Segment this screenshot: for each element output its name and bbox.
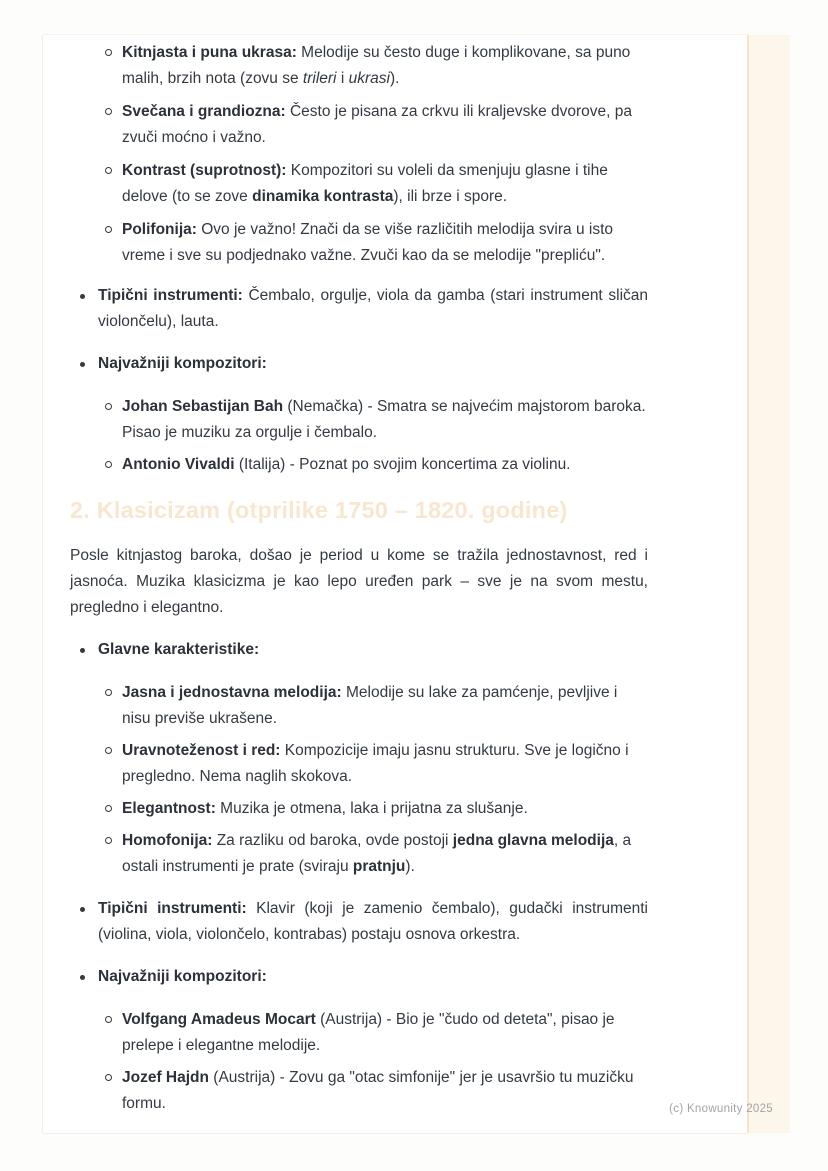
bold-text: Tipični instrumenti:: [98, 900, 247, 917]
bold-text: Homofonija:: [122, 832, 213, 849]
list-item-text: [122, 832, 631, 875]
list-item-text: [122, 221, 613, 264]
text-run: ).: [389, 70, 400, 87]
list-item-text: [98, 641, 259, 658]
italic-text: trileri: [302, 70, 337, 87]
text-run: (Nemačka) - Smatra se najvećim majstorom baroka. Pisao je muziku za orgulje i čembalo.: [122, 398, 646, 441]
section-heading-klasicizam: 2. Klasicizam (otprilike 1750 – 1820. godine): [70, 497, 568, 523]
baroque-composers-sublist: [98, 394, 648, 478]
text-run: ), ili brze i spore.: [393, 188, 508, 205]
list-item-classicism-instruments: [70, 896, 648, 948]
list-item-mocart: [98, 1007, 648, 1059]
list-item-kontrast: [70, 158, 648, 210]
list-item-text: [122, 684, 617, 727]
bold-text: Kontrast (suprotnost):: [122, 162, 287, 179]
bold-text: Jozef Hajdn: [122, 1069, 209, 1086]
list-item-text: [122, 456, 571, 473]
list-item-homofonija: [98, 828, 648, 880]
list-item-text: [122, 103, 632, 146]
text-run: (Austrija) - Bio je "čudo od deteta", pisao je prelepe i elegantne melodije.: [122, 1011, 615, 1054]
text-run: Kompozitori su voleli da smenjuju glasne i tihe delove (to se zove: [122, 162, 608, 205]
text-run: Čembalo, orgulje, viola da gamba (stari instrument sličan violončelu), lauta.: [98, 287, 648, 330]
list-item-text: [122, 742, 629, 785]
text-run: Za razliku od baroka, ovde postoji: [212, 832, 453, 849]
bold-text: Jasna i jednostavna melodija:: [122, 684, 342, 701]
list-item-text: [98, 900, 648, 943]
classicism-characteristics-sublist: [98, 680, 648, 880]
text-run: , a ostali instrumenti je prate (sviraju: [122, 832, 632, 875]
text-run: ).: [405, 858, 415, 875]
text-run: Klavir (koji je zamenio čembalo), gudački instrumenti (violina, viola, violončelo, kontrabas) postaju osnova orkestra.: [98, 900, 648, 943]
classicism-intro-paragraph: Posle kitnjastog baroka, došao je period u kome se tražila jednostavnost, red i jasnoća. Muzika klasicizma je kao lepo uređen park – sve je na svom mestu, pregledno i elegantno.: [70, 547, 648, 616]
baroque-main-list: [70, 283, 648, 478]
baroque-characteristics-sublist: [70, 40, 648, 269]
classicism-main-list: [70, 637, 648, 1117]
list-item-text: [98, 355, 267, 372]
text-run: Ovo je važno! Znači da se više različitih melodija svira u isto vreme i sve su podjednako važne. Zvuči kao da se melodije "prepliću".: [122, 221, 614, 264]
text-run: Muzika je otmena, laka i prijatna za slušanje.: [215, 800, 528, 817]
list-item-text: [122, 398, 646, 441]
bold-text: dinamika kontrasta: [252, 188, 394, 205]
text-run: Često je pisana za crkvu ili kraljevske dvorove, pa zvuči moćno i važno.: [122, 103, 632, 146]
list-item-baroque-instruments: [70, 283, 648, 335]
list-item-hajdn: [98, 1065, 648, 1117]
bold-text: Tipični instrumenti:: [98, 287, 243, 304]
text-run: (Italija) - Poznat po svojim koncertima za violinu.: [234, 456, 571, 473]
bold-text: pratnju: [352, 858, 406, 875]
list-item-text: [98, 968, 267, 985]
list-item-bah: [98, 394, 648, 446]
text-run: Kompozicije imaju jasnu strukturu. Sve je logično i pregledno. Nema naglih skokova.: [122, 742, 629, 785]
bold-text: Glavne karakteristike:: [98, 641, 260, 658]
list-item-vivaldi: [98, 452, 648, 478]
bold-text: Svečana i grandiozna:: [122, 103, 286, 120]
list-item-baroque-composers: [70, 351, 648, 478]
list-item-kitnjasta: [70, 40, 648, 92]
list-item-glavne-karakteristike: [70, 637, 648, 880]
list-item-jasna-melodija: [98, 680, 648, 732]
document-page: [43, 35, 747, 1133]
bold-text: Najvažniji kompozitori:: [98, 968, 267, 985]
bold-text: Najvažniji kompozitori:: [98, 355, 267, 372]
list-item-polifonija: [70, 217, 648, 269]
bold-text: Kitnjasta i puna ukrasa:: [122, 44, 297, 61]
text-run: (Austrija) - Zovu ga "otac simfonije" jer je usavršio tu muzičku formu.: [122, 1069, 634, 1112]
bold-text: Polifonija:: [122, 221, 197, 238]
bold-text: Volfgang Amadeus Mocart: [122, 1011, 316, 1028]
list-item-uravnotezenost: [98, 738, 648, 790]
bold-text: Antonio Vivaldi: [122, 456, 235, 473]
list-item-text: [122, 1069, 633, 1112]
list-item-text: [122, 1011, 615, 1054]
list-item-elegantnost: [98, 796, 648, 822]
italic-text: ukrasi: [348, 70, 390, 87]
list-item-text: [98, 287, 648, 330]
document-content: [70, 40, 648, 1133]
text-run: Melodije su često duge i komplikovane, sa puno malih, brzih nota (zovu se: [122, 44, 631, 87]
text-run: i: [336, 70, 349, 87]
classicism-composers-sublist: [98, 1007, 648, 1117]
bold-text: Elegantnost:: [122, 800, 216, 817]
bold-text: Uravnoteženost i red:: [122, 742, 281, 759]
list-item-text: [122, 44, 630, 87]
text-run: Melodije su lake za pamćenje, pevljive i nisu previše ukrašene.: [122, 684, 618, 727]
bold-text: Johan Sebastijan Bah: [122, 398, 284, 415]
bold-text: jedna glavna melodija: [452, 832, 614, 849]
list-item-text: [122, 162, 608, 205]
list-item-svecana: [70, 99, 648, 151]
list-item-text: [122, 800, 528, 817]
list-item-classicism-composers: [70, 964, 648, 1117]
copyright-watermark: (c) Knowunity 2025: [669, 1103, 773, 1115]
page-edge-accent-strip: [747, 35, 790, 1133]
